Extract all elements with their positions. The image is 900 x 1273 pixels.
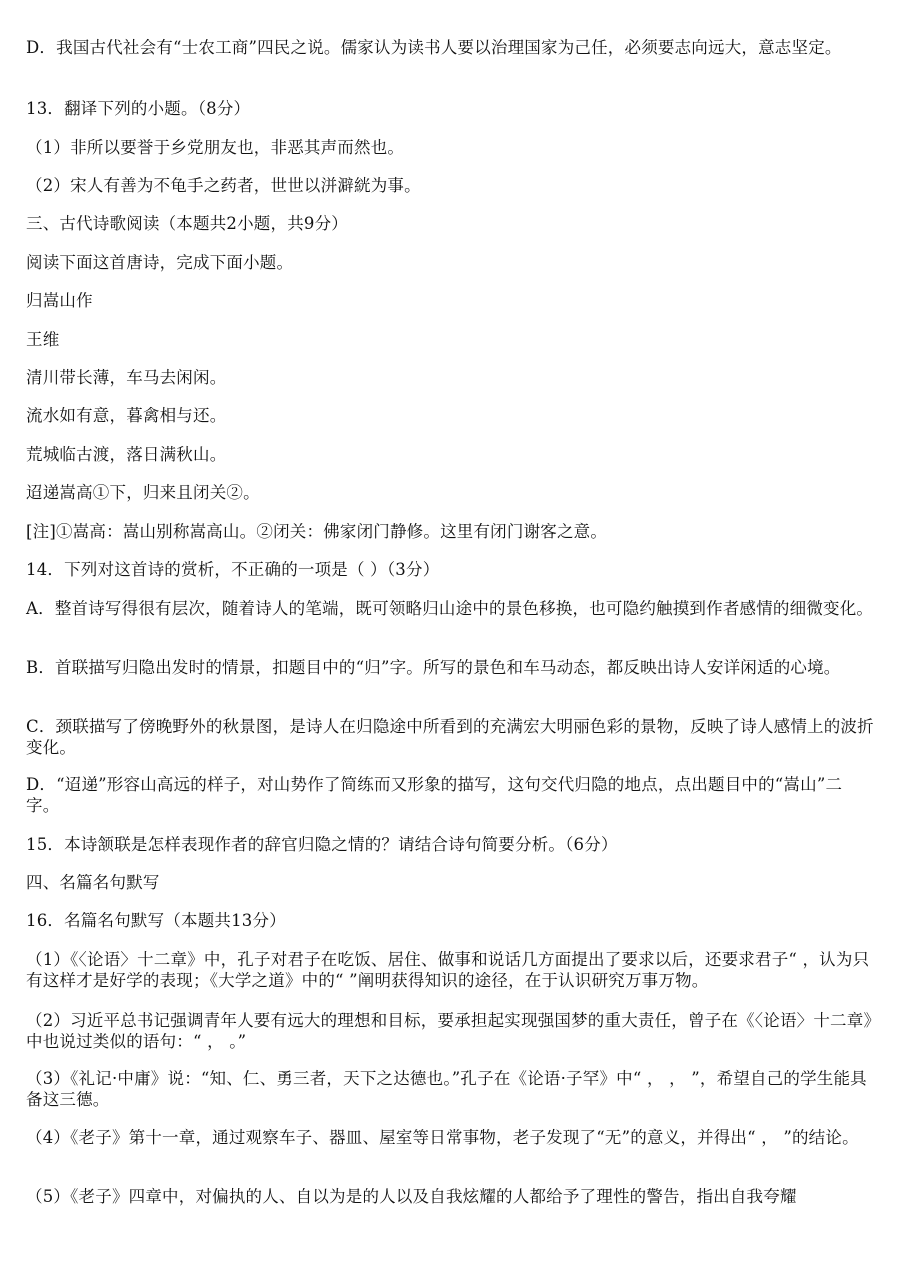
poem-notes: [注]①嵩高：嵩山别称嵩高山。②闭关：佛家闭门静修。这里有闭门谢客之意。 — [26, 522, 608, 541]
q13-item-1: （1）非所以要誉于乡党朋友也，非恶其声而然也。 — [26, 138, 405, 157]
question-13: 13．翻译下列的小题。（8分） — [26, 99, 251, 118]
q14-option-c: C．颈联描写了傍晚野外的秋景图，是诗人在归隐途中所看到的充满宏大明丽色彩的景物，反映了诗人感情上的波折变化。 — [26, 717, 874, 757]
section-three-heading: 三、古代诗歌阅读（本题共2小题，共9分） — [26, 214, 348, 233]
q16-item-2: （2）习近平总书记强调青年人要有远大的理想和目标，要承担起实现强国梦的重大责任，曾子在《〈论语〉十二章》中也说过类似的语句：“ ， 。” — [26, 1011, 872, 1051]
q16-item-1: （1）《〈论语〉十二章》中，孔子对君子在吃饭、居住、做事和说话几方面提出了要求以后，还要求君子“ ，认为只有这样才是好学的表现；《大学之道》中的“ ”阐明获得知识的途径，在于认识研究万事万物。 — [26, 950, 870, 990]
poem-line-2: 流水如有意，暮禽相与还。 — [26, 406, 227, 425]
q14-option-a: A．整首诗写得很有层次，随着诗人的笔端，既可领略归山途中的景色移换，也可隐约触摸到作者感情的细微变化。 — [26, 599, 874, 618]
reading-instruction: 阅读下面这首唐诗，完成下面小题。 — [26, 253, 294, 272]
question-16: 16．名篇名句默写（本题共13分） — [26, 911, 286, 930]
question-14: 14．下列对这首诗的赏析，不正确的一项是（ ）（3分） — [26, 560, 440, 579]
poem-line-4: 迢递嵩高①下，归来且闭关②。 — [26, 483, 260, 502]
poem-author: 王维 — [26, 330, 60, 349]
poem-title: 归嵩山作 — [26, 291, 93, 310]
q16-item-3: （3）《礼记·中庸》说：“知、仁、勇三者，天下之达德也。”孔子在《论语·子罕》中“ ， ， ”，希望自己的学生能具备这三德。 — [26, 1069, 867, 1109]
q16-item-4: （4）《老子》第十一章，通过观察车子、器皿、屋室等日常事物，老子发现了“无”的意义，并得出“ ， ”的结论。 — [26, 1128, 859, 1147]
section-four-heading: 四、名篇名句默写 — [26, 873, 160, 892]
q14-option-b: B．首联描写归隐出发时的情景，扣题目中的“归”字。所写的景色和车马动态，都反映出诗人安详闲适的心境。 — [26, 658, 841, 677]
question-15: 15．本诗颔联是怎样表现作者的辞官归隐之情的？请结合诗句简要分析。（6分） — [26, 835, 618, 854]
q13-item-2: （2）宋人有善为不龟手之药者，世世以洴澼絖为事。 — [26, 176, 421, 195]
poem-line-3: 荒城临古渡，落日满秋山。 — [26, 445, 227, 464]
q14-option-d: D．“迢递”形容山高远的样子，对山势作了简练而又形象的描写，这句交代归隐的地点，点出题目中的“嵩山”二字。 — [26, 775, 843, 815]
option-d-q12: D．我国古代社会有“士农工商”四民之说。儒家认为读书人要以治理国家为己任，必须要志向远大，意志坚定。 — [26, 38, 842, 57]
poem-line-1: 清川带长薄，车马去闲闲。 — [26, 368, 227, 387]
q16-item-5: （5）《老子》四章中，对偏执的人、自以为是的人以及自我炫耀的人都给予了理性的警告，指出自我夸耀 — [26, 1187, 797, 1206]
